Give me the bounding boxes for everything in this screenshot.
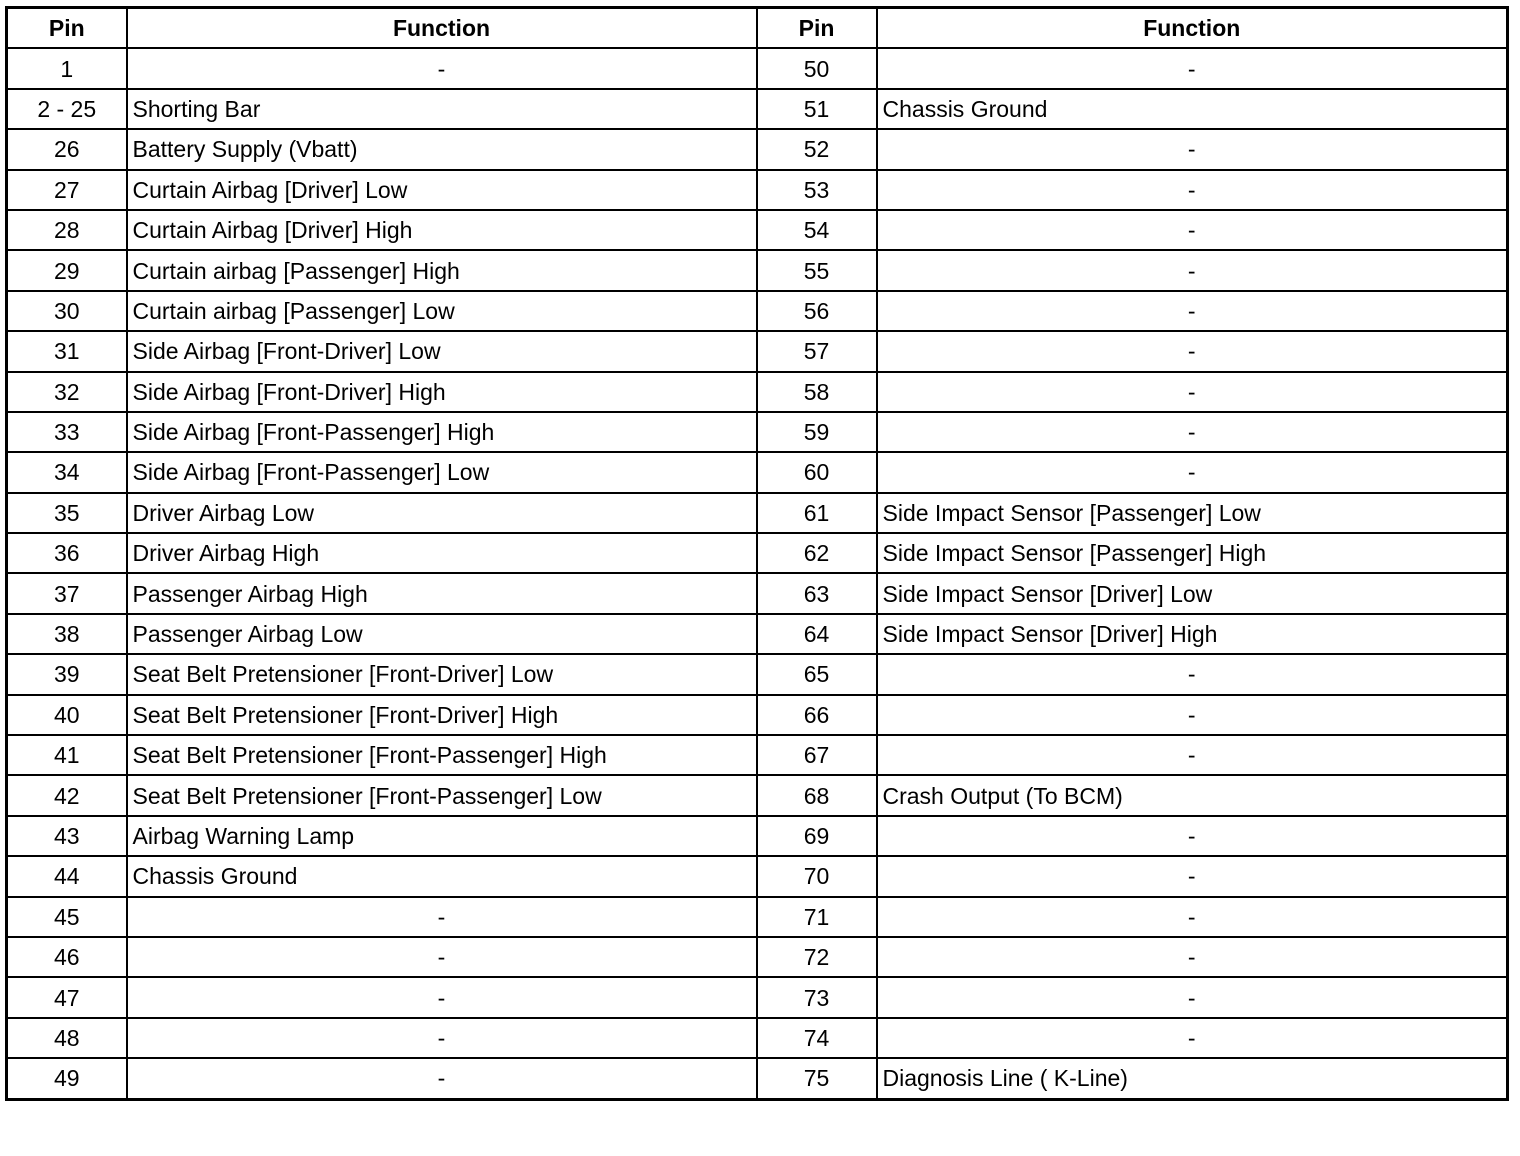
- pin-cell-left: 42: [7, 775, 127, 815]
- function-cell-right: Diagnosis Line ( K-Line): [877, 1058, 1508, 1099]
- function-cell-right: -: [877, 331, 1508, 371]
- pin-cell-left: 27: [7, 170, 127, 210]
- function-cell-right: -: [877, 654, 1508, 694]
- pin-cell-right: 55: [757, 250, 877, 290]
- pin-cell-left: 31: [7, 331, 127, 371]
- pin-cell-left: 37: [7, 573, 127, 613]
- pin-cell-left: 28: [7, 210, 127, 250]
- pin-cell-left: 45: [7, 897, 127, 937]
- table-row: [7, 48, 1508, 88]
- table-row: [7, 937, 1508, 977]
- table-row: [7, 331, 1508, 371]
- pin-cell-left: 35: [7, 493, 127, 533]
- pin-cell-right: 74: [757, 1018, 877, 1058]
- function-cell-left: Passenger Airbag Low: [127, 614, 757, 654]
- function-cell-right: Crash Output (To BCM): [877, 775, 1508, 815]
- pin-cell-left: 2 - 25: [7, 89, 127, 129]
- function-cell-right: -: [877, 735, 1508, 775]
- pin-cell-right: 70: [757, 856, 877, 896]
- pin-cell-left: 33: [7, 412, 127, 452]
- pin-cell-left: 49: [7, 1058, 127, 1099]
- pin-cell-right: 52: [757, 129, 877, 169]
- function-cell-left: Shorting Bar: [127, 89, 757, 129]
- function-cell-right: -: [877, 170, 1508, 210]
- function-cell-left: Driver Airbag Low: [127, 493, 757, 533]
- function-cell-left: Seat Belt Pretensioner [Front-Driver] High: [127, 695, 757, 735]
- function-cell-left: -: [127, 48, 757, 88]
- table-row: [7, 695, 1508, 735]
- pin-cell-right: 59: [757, 412, 877, 452]
- function-cell-left: -: [127, 1018, 757, 1058]
- function-cell-right: Chassis Ground: [877, 89, 1508, 129]
- table-row: [7, 210, 1508, 250]
- function-cell-right: -: [877, 695, 1508, 735]
- function-cell-right: -: [877, 129, 1508, 169]
- pin-cell-left: 36: [7, 533, 127, 573]
- function-cell-left: Airbag Warning Lamp: [127, 816, 757, 856]
- function-cell-left: -: [127, 897, 757, 937]
- pin-cell-right: 54: [757, 210, 877, 250]
- pin-cell-right: 56: [757, 291, 877, 331]
- header-pin-left: Pin: [7, 8, 127, 49]
- table-body: [7, 48, 1508, 1099]
- function-cell-right: -: [877, 412, 1508, 452]
- function-cell-right: -: [877, 250, 1508, 290]
- function-cell-right: -: [877, 1018, 1508, 1058]
- pin-cell-right: 51: [757, 89, 877, 129]
- pin-cell-left: 47: [7, 977, 127, 1017]
- pin-cell-right: 65: [757, 654, 877, 694]
- function-cell-right: -: [877, 372, 1508, 412]
- pin-cell-right: 63: [757, 573, 877, 613]
- pin-cell-right: 62: [757, 533, 877, 573]
- table-row: [7, 452, 1508, 492]
- function-cell-right: -: [877, 210, 1508, 250]
- pin-function-table: [5, 6, 1509, 1101]
- function-cell-left: Side Airbag [Front-Passenger] Low: [127, 452, 757, 492]
- pin-cell-left: 29: [7, 250, 127, 290]
- table-row: [7, 614, 1508, 654]
- function-cell-left: Passenger Airbag High: [127, 573, 757, 613]
- pin-cell-right: 58: [757, 372, 877, 412]
- pin-cell-left: 44: [7, 856, 127, 896]
- function-cell-left: Side Airbag [Front-Driver] High: [127, 372, 757, 412]
- pin-cell-right: 60: [757, 452, 877, 492]
- pin-cell-left: 26: [7, 129, 127, 169]
- pin-cell-right: 50: [757, 48, 877, 88]
- function-cell-right: -: [877, 897, 1508, 937]
- table-row: [7, 897, 1508, 937]
- table-row: [7, 291, 1508, 331]
- function-cell-left: Curtain airbag [Passenger] Low: [127, 291, 757, 331]
- header-function-right: Function: [877, 8, 1508, 49]
- table-row: [7, 129, 1508, 169]
- table-row: [7, 1058, 1508, 1099]
- function-cell-right: -: [877, 291, 1508, 331]
- function-cell-left: Seat Belt Pretensioner [Front-Driver] Low: [127, 654, 757, 694]
- table-row: [7, 573, 1508, 613]
- pin-cell-left: 43: [7, 816, 127, 856]
- function-cell-left: Curtain Airbag [Driver] High: [127, 210, 757, 250]
- pin-cell-right: 64: [757, 614, 877, 654]
- pin-cell-left: 41: [7, 735, 127, 775]
- table-row: [7, 735, 1508, 775]
- pin-cell-right: 67: [757, 735, 877, 775]
- table-row: [7, 816, 1508, 856]
- function-cell-right: Side Impact Sensor [Passenger] Low: [877, 493, 1508, 533]
- function-cell-left: Chassis Ground: [127, 856, 757, 896]
- function-cell-right: -: [877, 452, 1508, 492]
- pin-cell-left: 40: [7, 695, 127, 735]
- function-cell-left: Driver Airbag High: [127, 533, 757, 573]
- function-cell-right: -: [877, 48, 1508, 88]
- table-row: [7, 654, 1508, 694]
- function-cell-right: Side Impact Sensor [Passenger] High: [877, 533, 1508, 573]
- pin-cell-left: 48: [7, 1018, 127, 1058]
- function-cell-right: -: [877, 816, 1508, 856]
- function-cell-right: Side Impact Sensor [Driver] High: [877, 614, 1508, 654]
- pin-cell-right: 66: [757, 695, 877, 735]
- table-row: [7, 412, 1508, 452]
- table-row: [7, 89, 1508, 129]
- function-cell-left: -: [127, 937, 757, 977]
- function-cell-right: -: [877, 977, 1508, 1017]
- table-row: [7, 977, 1508, 1017]
- pin-cell-left: 38: [7, 614, 127, 654]
- table-row: [7, 1018, 1508, 1058]
- table-row: [7, 170, 1508, 210]
- pin-cell-right: 75: [757, 1058, 877, 1099]
- function-cell-right: Side Impact Sensor [Driver] Low: [877, 573, 1508, 613]
- pin-cell-right: 61: [757, 493, 877, 533]
- pin-cell-left: 1: [7, 48, 127, 88]
- table-row: [7, 250, 1508, 290]
- function-cell-left: Curtain Airbag [Driver] Low: [127, 170, 757, 210]
- pin-cell-right: 68: [757, 775, 877, 815]
- function-cell-left: Side Airbag [Front-Passenger] High: [127, 412, 757, 452]
- pin-cell-right: 72: [757, 937, 877, 977]
- pin-cell-right: 53: [757, 170, 877, 210]
- pin-cell-right: 71: [757, 897, 877, 937]
- pin-cell-right: 57: [757, 331, 877, 371]
- function-cell-left: Seat Belt Pretensioner [Front-Passenger] High: [127, 735, 757, 775]
- function-cell-right: -: [877, 937, 1508, 977]
- pin-cell-right: 73: [757, 977, 877, 1017]
- table-row: [7, 533, 1508, 573]
- function-cell-right: -: [877, 856, 1508, 896]
- function-cell-left: -: [127, 977, 757, 1017]
- function-cell-left: Battery Supply (Vbatt): [127, 129, 757, 169]
- pin-cell-left: 39: [7, 654, 127, 694]
- header-row: [7, 8, 1508, 49]
- header-function-left: Function: [127, 8, 757, 49]
- header-pin-right: Pin: [757, 8, 877, 49]
- table-row: [7, 493, 1508, 533]
- function-cell-left: Side Airbag [Front-Driver] Low: [127, 331, 757, 371]
- pin-cell-left: 30: [7, 291, 127, 331]
- pin-cell-right: 69: [757, 816, 877, 856]
- table-row: [7, 856, 1508, 896]
- table-row: [7, 775, 1508, 815]
- pin-cell-left: 32: [7, 372, 127, 412]
- function-cell-left: Seat Belt Pretensioner [Front-Passenger] Low: [127, 775, 757, 815]
- function-cell-left: Curtain airbag [Passenger] High: [127, 250, 757, 290]
- table-row: [7, 372, 1508, 412]
- pin-cell-left: 46: [7, 937, 127, 977]
- function-cell-left: -: [127, 1058, 757, 1099]
- pin-cell-left: 34: [7, 452, 127, 492]
